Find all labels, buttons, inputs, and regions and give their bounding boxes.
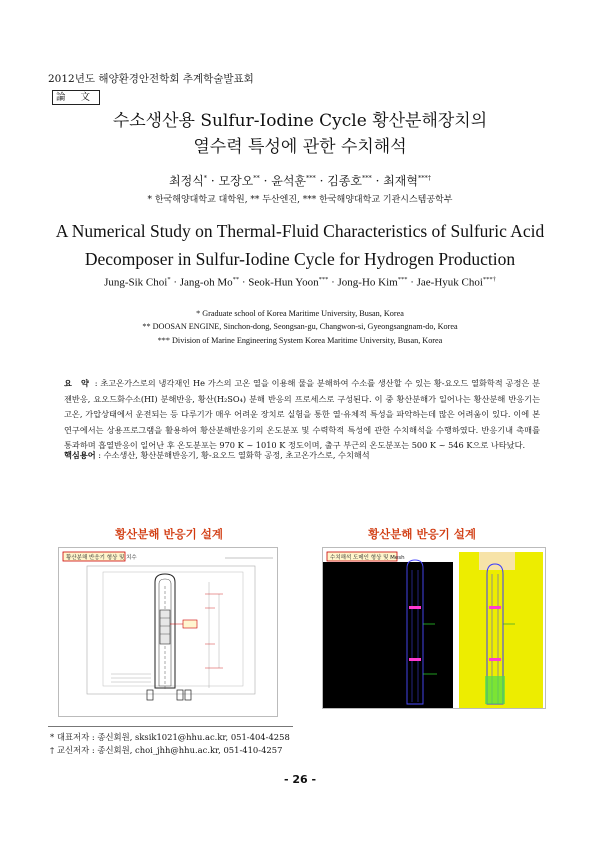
keywords-text: : 수소생산, 황산분해반응기, 황-요오드 열화학 공정, 초고온가스로, 수치해석 (98, 450, 370, 460)
author-name: Jae-Hyuk Choi (416, 276, 483, 289)
keywords (64, 450, 540, 461)
author-mark: ***† (417, 174, 431, 182)
author-mark: * (167, 276, 171, 283)
keywords-label: 핵심용어 (64, 450, 96, 460)
author-mark: *** (306, 174, 316, 182)
author-mark: *** (397, 276, 408, 283)
english-author-list: Jung-Sik Choi* · Jang-oh Mo** · Seok-Hun Yoon*** · Jong-Ho Kim*** · Jae-Hyuk Choi***† (104, 276, 496, 289)
figure-1-title: 황산분해 반응기 설계 (115, 527, 223, 541)
author-name: Seok-Hun Yoon (248, 276, 319, 289)
footnote-lead-author: * 대표저자 : 종신회원, sksik1021@hhu.ac.kr, 051-404-4258 (50, 732, 290, 742)
conference-name: 2012년도 해양환경안전학회 추계학술발표회 (48, 73, 254, 85)
author-name: 최정식 (169, 174, 204, 188)
author-mark: *** (318, 276, 329, 283)
english-affiliation-3: *** Division of Marine Engineering System Korea Maritime University, Busan, Korea (157, 336, 443, 345)
author-mark: *** (362, 174, 372, 182)
mesh-domain (323, 548, 545, 708)
mesh-caption: 수치해석 도메인 형상 및 Mesh (330, 555, 405, 561)
author-name: Jong-Ho Kim (337, 276, 398, 289)
paper-type-badge: 論 文 (52, 90, 100, 105)
english-title-line-2: Decomposer in Sulfur-Iodine Cycle for Hydrogen Production (84, 249, 516, 269)
author-name: 윤석훈 (271, 174, 307, 188)
korean-affiliations: * 한국해양대학교 대학원, ** 두산엔진, *** 한국해양대학교 기관시스템공학부 (147, 195, 453, 205)
korean-title-line-1: 수소생산용 Sulfur-Iodine Cycle 황산분해장치의 (112, 111, 488, 131)
footnote-corresponding-author: † 교신저자 : 종신회원, choi_jhh@hhu.ac.kr, 051-410-4257 (50, 745, 283, 755)
decomposer-drawing (59, 548, 277, 716)
author-name: 모장오 (218, 174, 254, 188)
drawing-caption: 황산분해 반응기 형상 및 치수 (66, 555, 137, 561)
english-affiliation-2: ** DOOSAN ENGINE, Sinchon-dong, Seongsan-gu, Changwon-si, Gyeongsangnam-do, Korea (142, 322, 458, 331)
author-mark: * (203, 174, 208, 182)
korean-author-list: 최정식* · 모장오** · 윤석훈*** · 김종호*** · 최재혁***† (169, 174, 431, 188)
author-name: Jung-Sik Choi (104, 276, 168, 289)
author-mark: ***† (482, 276, 496, 283)
english-affiliation-1: * Graduate school of Korea Maritime University, Busan, Korea (196, 309, 404, 318)
figure-2-title: 황산분해 반응기 설계 (368, 527, 476, 541)
page-number: - 26 - (283, 773, 317, 786)
author-mark: ** (232, 276, 240, 283)
english-title-line-1: A Numerical Study on Thermal-Fluid Characteristics of Sulfuric Acid (55, 221, 545, 241)
mesh-domain-figure (322, 547, 546, 709)
author-name: 김종호 (327, 174, 362, 188)
author-name: 최재혁 (383, 174, 418, 188)
korean-title-line-2: 열수력 특성에 관한 수치해석 (193, 137, 407, 157)
author-mark: ** (253, 174, 260, 182)
abstract-text: : 초고온가스로의 냉각재인 He 가스의 고온 열을 이용해 물을 분해하여 수소를 생산할 수 있는 황-요오드 열화학적 공정은 분젠반응, 요오드화수소(HI) 분해반응, 황산(H₂SO₄) 분해 반응의 프로세스로 구성된다. 이 중 황산분해가 일어나는 황산분해 반응기는 고온, 가압상태에서 운전되는 등 다루기가 매우 어려운 장치로 실험을 통한 열·유체적 특성을 파악하는데 많은 어려움이 있다. 이에 본 연구에서는 상용프로그램을 활용하여 황산분해반응기의 온도분포 및 수력학적 특성에 관한 수치해석을 수행하였다. 반응기내 촉매를 통과하며 흡열반응이 일어난 후 온도분포는 970 K ~ 1010 K 정도이며, 출구 부근의 온도분포는 500 K ~ 546 K으로 나타났다. (64, 378, 541, 450)
author-name: Jang-oh Mo (179, 276, 233, 289)
abstract-label: 요 약 (64, 378, 92, 388)
abstract (64, 376, 540, 454)
decomposer-drawing-figure (58, 547, 278, 717)
footnote-divider (48, 726, 293, 727)
